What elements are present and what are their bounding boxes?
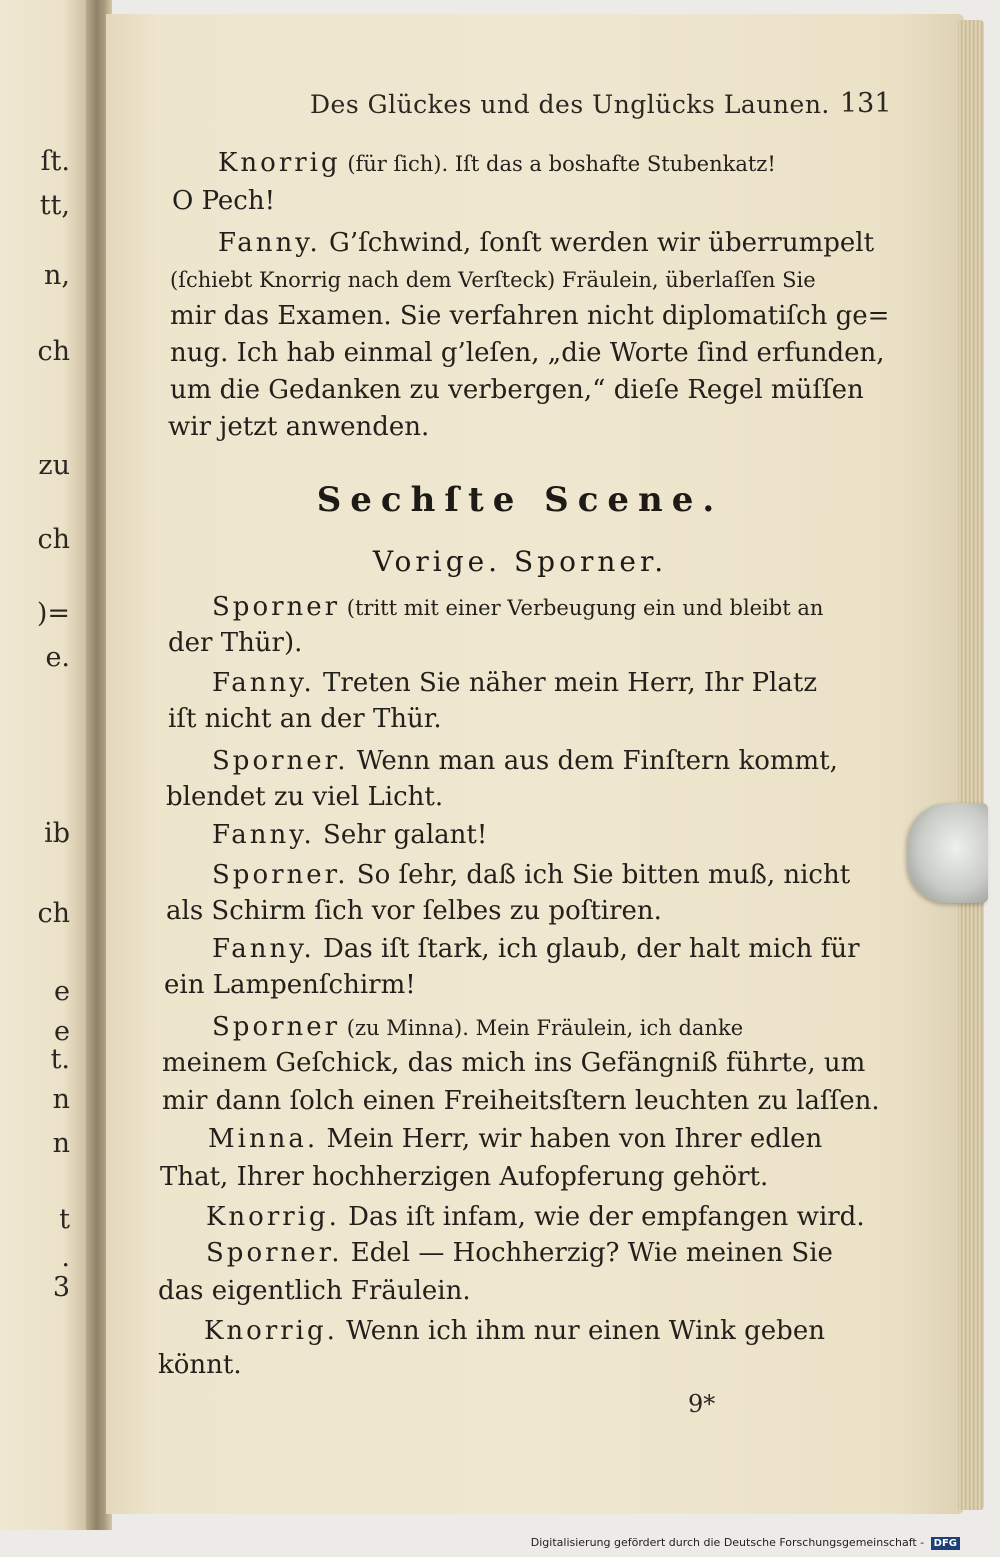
line-text: O Pech! — [172, 186, 276, 216]
line-text: um die Gedanken zu verbergen,“ dieſe Regel müſſen — [170, 375, 864, 405]
left-page-fragment: ch — [37, 524, 70, 555]
text-line — [168, 414, 429, 440]
speaker-name: Sporner — [212, 1012, 341, 1042]
line-text: Sehr galant! — [314, 820, 488, 850]
text-line — [168, 706, 442, 732]
line-text: (zu Minna). Mein Fräulein, ich danke — [340, 1016, 744, 1040]
line-text: Treten Sie näher mein Herr, Ihr Platz — [314, 668, 818, 698]
speaker-name: Knorrig. — [204, 1316, 338, 1346]
line-text: der Thür). — [168, 628, 303, 658]
left-page-fragment: ch — [37, 336, 70, 367]
left-page-fragment: tt, — [39, 190, 70, 221]
left-page-fragment: n — [52, 1128, 70, 1159]
digitization-credit — [531, 1536, 960, 1550]
speaker-name: Fanny. — [212, 820, 315, 850]
line-text: Das iſt ſtark, ich glaub, der halt mich für — [314, 934, 860, 964]
text-line — [212, 862, 850, 888]
left-page-fragment: ib — [44, 818, 70, 849]
page-stack-edge — [958, 20, 984, 1510]
speaker-name: Sporner — [212, 592, 341, 622]
text-line — [162, 1050, 865, 1076]
left-page-fragment: e — [54, 1016, 70, 1047]
text-line — [166, 898, 662, 924]
line-text: iſt nicht an der Thür. — [168, 704, 442, 734]
line-text: (tritt mit einer Verbeugung ein und bleibt an — [340, 596, 824, 620]
left-page-fragment: t — [59, 1204, 70, 1235]
speaker-name: Knorrig. — [206, 1202, 340, 1232]
line-text: könnt. — [158, 1350, 242, 1380]
running-title: Des Glückes und des Unglücks Launen. — [310, 90, 830, 119]
line-text: blendet zu viel Licht. — [166, 782, 444, 812]
text-line — [158, 1278, 471, 1304]
speaker-name: Minna. — [208, 1124, 319, 1154]
text-line — [206, 1240, 833, 1266]
line-text: G’ſchwind, ſonſt werden wir überrumpelt — [320, 228, 875, 258]
text-line — [212, 822, 487, 848]
text-line — [170, 377, 864, 403]
dfg-logo: DFG — [931, 1537, 960, 1550]
text-line — [212, 594, 823, 620]
speaker-name: Knorrig — [218, 148, 341, 178]
left-page-fragment: e — [54, 976, 70, 1007]
bookmark-tab — [908, 803, 988, 903]
left-page-fragment: t. — [50, 1044, 70, 1075]
text-line — [208, 1126, 822, 1152]
speaker-name: Fanny. — [218, 228, 321, 258]
left-page-fragment: ch — [37, 898, 70, 929]
text-line — [212, 1014, 743, 1040]
line-text: nug. Ich hab einmal g’leſen, „die Worte ſind erfunden, — [170, 338, 885, 368]
line-text: mir das Examen. Sie verfahren nicht diplomatiſch ge= — [170, 301, 890, 331]
text-line — [164, 972, 416, 998]
line-text: Mein Herr, wir haben von Ihrer edlen — [318, 1124, 823, 1154]
text-line — [158, 1352, 242, 1378]
left-page-fragment: n — [52, 1084, 70, 1115]
line-text: (für ſich). Iſt das a boshafte Stubenkatz! — [340, 152, 776, 176]
line-text: (ſchiebt Knorrig nach dem Verſteck) Fräulein, überlaſſen Sie — [170, 268, 816, 292]
line-text: das eigentlich Fräulein. — [158, 1276, 471, 1306]
line-text: Wenn man aus dem Finſtern kommt, — [348, 746, 838, 776]
line-text: Edel — Hochherzig? Wie meinen Sie — [342, 1238, 833, 1268]
speaker-name: Sporner. — [212, 860, 349, 890]
left-page-fragment: ſt. — [40, 146, 70, 177]
text-line — [212, 670, 817, 696]
left-facing-page — [0, 0, 90, 1530]
left-page-fragment: n, — [44, 260, 70, 291]
credit-text: Digitalisierung gefördert durch die Deutsche Forschungsgemeinschaft - — [530, 1536, 925, 1549]
page-number: 131 — [840, 88, 892, 119]
speaker-name: Sporner. — [212, 746, 349, 776]
line-text: wir jetzt anwenden. — [168, 412, 430, 442]
left-page-fragment: . — [61, 1242, 70, 1273]
speaker-name: Fanny. — [212, 668, 315, 698]
line-text: meinem Geſchick, das mich ins Gefängniß führte, um — [162, 1048, 866, 1078]
scene-title: Sechſte Scene. — [316, 480, 724, 520]
line-text: Wenn ich ihm nur einen Wink geben — [337, 1316, 825, 1346]
text-line — [206, 1204, 865, 1230]
line-text: That, Ihrer hochherzigen Aufopferung gehört. — [160, 1162, 769, 1192]
text-line — [212, 748, 838, 774]
speaker-name: Fanny. — [212, 934, 315, 964]
text-line — [172, 188, 275, 214]
text-line — [212, 936, 860, 962]
text-line — [218, 150, 776, 176]
line-text: als Schirm ſich vor ſelbes zu poſtiren. — [166, 896, 662, 926]
text-line — [160, 1164, 768, 1190]
signature-mark: 9* — [688, 1390, 716, 1418]
text-line — [168, 630, 302, 656]
text-line — [166, 784, 443, 810]
text-line — [204, 1318, 825, 1344]
line-text: mir dann ſolch einen Freiheitsſtern leuchten zu laſſen. — [162, 1086, 880, 1116]
text-line — [170, 303, 889, 329]
speaker-name: Sporner. — [206, 1238, 343, 1268]
left-page-fragment: )= — [36, 598, 70, 629]
text-line — [218, 230, 874, 256]
text-line — [162, 1088, 880, 1114]
line-text: ein Lampenſchirm! — [164, 970, 416, 1000]
text-line — [170, 340, 885, 366]
line-text: So ſehr, daß ich Sie bitten muß, nicht — [348, 860, 851, 890]
text-line — [170, 266, 816, 292]
scene-cast: Vorige. Sporner. — [372, 545, 668, 578]
line-text: Das iſt infam, wie der empfangen wird. — [339, 1202, 865, 1232]
left-page-fragment: 3 — [52, 1272, 70, 1303]
left-page-fragment: e. — [45, 642, 70, 673]
left-page-fragment: zu — [38, 450, 70, 481]
